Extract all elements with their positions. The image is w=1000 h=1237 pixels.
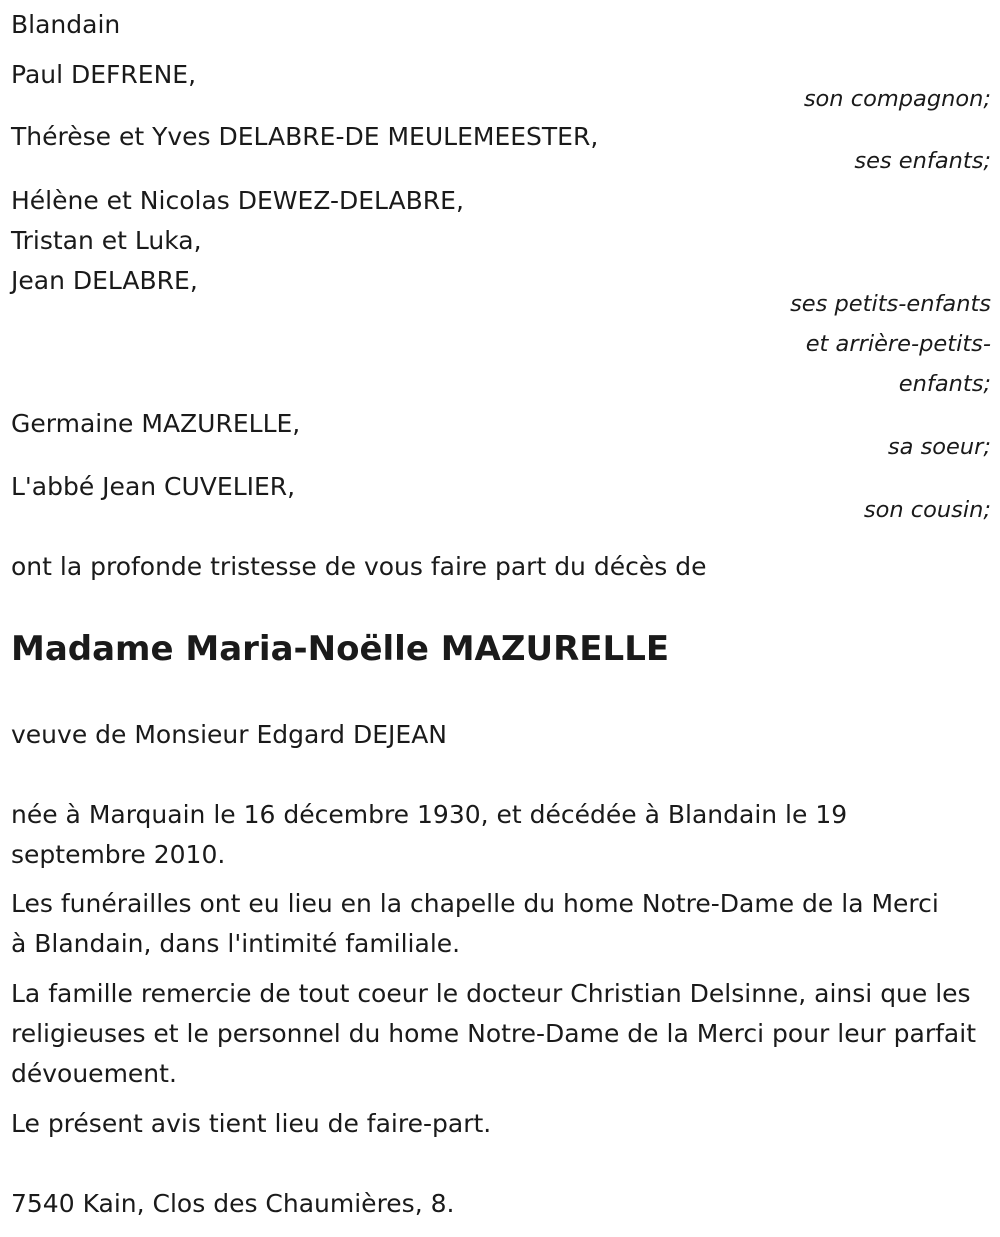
- deceased-name: Madame Maria-Noëlle MAZURELLE: [11, 629, 670, 669]
- family-relation: son compagnon;: [803, 86, 991, 112]
- family-member-name: Thérèse et Yves DELABRE-DE MEULEMEESTER,: [11, 122, 599, 151]
- birth-death-text: née à Marquain le 16 décembre 1930, et décédée à Blandain le 19 septembre 2010.: [11, 800, 848, 869]
- address-text: 7540 Kain, Clos des Chaumières, 8.: [11, 1189, 455, 1218]
- family-member-name: Jean DELABRE,: [11, 266, 198, 295]
- widow-of-text: veuve de Monsieur Edgard DEJEAN: [11, 720, 447, 749]
- family-relation: et arrière-petits-: [805, 331, 991, 357]
- family-member-name: Germaine MAZURELLE,: [11, 409, 301, 438]
- family-member-name: L'abbé Jean CUVELIER,: [11, 472, 296, 501]
- family-relation: sa soeur;: [887, 434, 991, 460]
- family-member-name: Paul DEFRENE,: [11, 60, 197, 89]
- thanks-text: La famille remercie de tout coeur le docteur Christian Delsinne, ainsi que les religieuses et le personnel du home Notre-Dame de la Merci pour leur parfait dévouement.: [11, 979, 976, 1088]
- family-relation: son cousin;: [863, 497, 991, 523]
- family-relation: ses petits-enfants: [790, 291, 991, 317]
- announcement-text: ont la profonde tristesse de vous faire part du décès de: [11, 552, 707, 581]
- family-member-name: Tristan et Luka,: [11, 226, 202, 255]
- notice-text: Le présent avis tient lieu de faire-part.: [11, 1109, 492, 1138]
- location-heading: Blandain: [11, 10, 121, 39]
- family-relation: ses enfants;: [854, 148, 991, 174]
- family-member-name: Hélène et Nicolas DEWEZ-DELABRE,: [11, 186, 464, 215]
- funeral-text: Les funérailles ont eu lieu en la chapelle du home Notre-Dame de la Merci à Blandain, dans l'intimité familiale.: [11, 889, 939, 958]
- family-relation: enfants;: [898, 371, 991, 397]
